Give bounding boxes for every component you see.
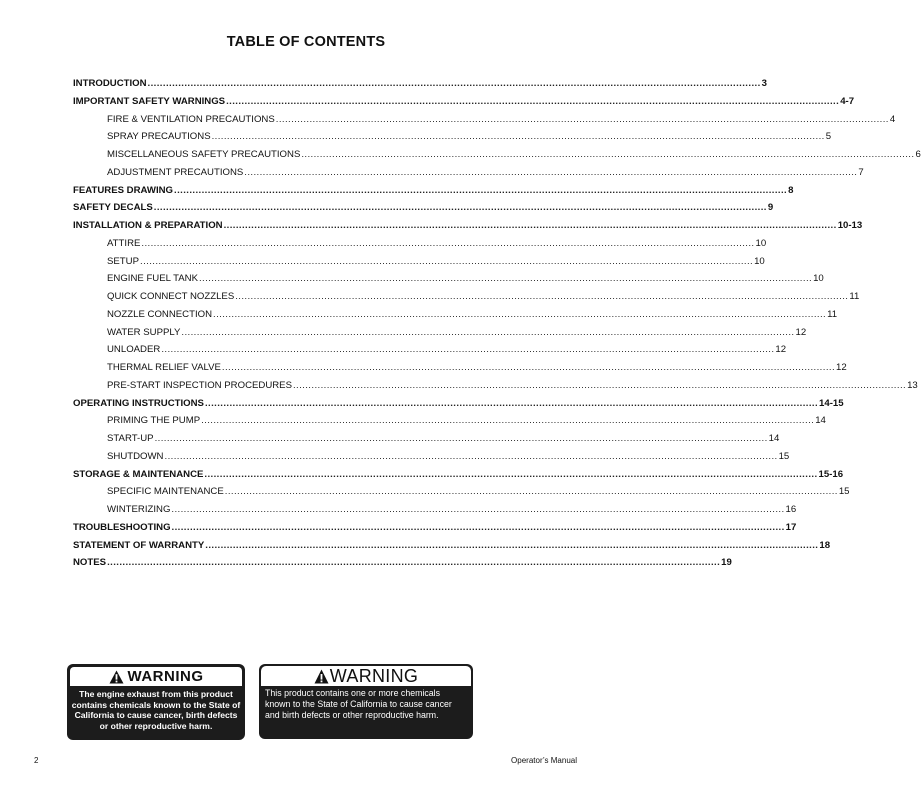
- toc-entry: [73, 255, 765, 274]
- toc-dot-leader: ........................................................................................................................................................................................................: [171, 521, 785, 533]
- toc-entry: [73, 184, 794, 203]
- toc-entry: [73, 379, 918, 398]
- toc-dot-leader: ........................................................................................................................................................................................................: [275, 113, 889, 125]
- toc-entry: [73, 308, 838, 327]
- manual-name: Operator’s Manual: [511, 756, 577, 765]
- toc-entry-title: PRIMING THE PUMP: [107, 415, 201, 427]
- toc-dot-leader: ........................................................................................................................................................................................................: [235, 291, 849, 302]
- toc-dot-leader: ........................................................................................................................................................................................................: [205, 539, 819, 551]
- toc-entry-page: 14: [815, 415, 826, 427]
- toc-entry-page: 14: [768, 433, 780, 444]
- toc-entry: [73, 326, 807, 345]
- toc-entry-page: 10: [754, 255, 765, 267]
- toc-entry-page: 4: [889, 113, 896, 125]
- toc-entry: [73, 237, 767, 256]
- toc-dot-leader: ........................................................................................................................................................................................................: [301, 149, 915, 160]
- toc-entry: [73, 504, 797, 522]
- toc-entry-title: START-UP: [107, 433, 154, 444]
- toc-entry-title: INSTALLATION & PREPARATION: [73, 220, 223, 231]
- toc-entry-title: NOZZLE CONNECTION: [107, 308, 213, 320]
- toc-entry-title: THERMAL RELIEF VALVE: [107, 362, 221, 373]
- toc-entry-title: STORAGE & MAINTENANCE: [73, 468, 204, 480]
- toc-dot-leader: ........................................................................................................................................................................................................: [141, 237, 755, 249]
- toc-entry: [73, 539, 831, 558]
- toc-entry-title: SPRAY PRECAUTIONS: [107, 131, 211, 143]
- toc-entry-page: 18: [819, 539, 831, 551]
- toc-entry-page: 10-13: [837, 220, 863, 231]
- toc-dot-leader: ........................................................................................................................................................................................................: [198, 273, 813, 285]
- toc-entry-title: STATEMENT OF WARRANTY: [73, 539, 205, 551]
- toc-entry-page: 12: [795, 326, 807, 338]
- toc-entry: [73, 78, 767, 96]
- warning-text: This product contains one or more chemicals known to the State of California to cause cancer and birth defects or other reproductive harm.: [265, 688, 452, 721]
- toc-entry: [73, 468, 844, 487]
- toc-entry: [73, 433, 780, 451]
- warning-heading: WARNING: [127, 668, 204, 685]
- toc-dot-leader: ........................................................................................................................................................................................................: [154, 433, 768, 444]
- toc-entry-title: SPECIFIC MAINTENANCE: [107, 486, 224, 498]
- toc-dot-leader: ........................................................................................................................................................................................................: [140, 255, 754, 267]
- toc-entry-page: 3: [761, 78, 767, 89]
- toc-entry-page: 13: [907, 379, 918, 391]
- toc-entry-page: 8: [788, 184, 794, 196]
- toc-entry: [73, 149, 921, 167]
- toc-dot-leader: ........................................................................................................................................................................................................: [224, 486, 838, 498]
- toc-dot-leader: ........................................................................................................................................................................................................: [201, 415, 815, 427]
- warning-heading: WARNING: [329, 665, 419, 686]
- toc-entry-page: 10: [755, 237, 767, 249]
- toc-entry-page: 4-7: [840, 95, 855, 107]
- warning-header: [261, 666, 471, 686]
- toc-dot-leader: ........................................................................................................................................................................................................: [221, 362, 836, 373]
- toc-entry-title: FEATURES DRAWING: [73, 184, 174, 196]
- toc-entry: [73, 113, 896, 132]
- toc-entry-page: 11: [849, 291, 860, 302]
- chemical-warning-label: [259, 664, 473, 739]
- toc-entry-page: 10: [813, 273, 824, 285]
- toc-entry-page: 9: [767, 202, 774, 214]
- toc-entry-title: NOTES: [73, 557, 107, 569]
- toc-entry: [73, 273, 824, 291]
- toc-dot-leader: ........................................................................................................................................................................................................: [204, 468, 818, 480]
- toc-entry-page: 15-16: [818, 468, 844, 480]
- toc-entry-page: 5: [825, 131, 832, 143]
- toc-entry-title: MISCELLANEOUS SAFETY PRECAUTIONS: [107, 149, 301, 160]
- toc-entry: [73, 486, 850, 504]
- toc-entry-title: OPERATING INSTRUCTIONS: [73, 397, 204, 409]
- toc-dot-leader: ........................................................................................................................................................................................................: [204, 397, 819, 409]
- toc-entry: [73, 397, 844, 416]
- toc-entry-title: INTRODUCTION: [73, 78, 147, 89]
- toc-entry-title: QUICK CONNECT NOZZLES: [107, 291, 235, 302]
- toc-entry-title: ENGINE FUEL TANK: [107, 273, 198, 285]
- toc-dot-leader: ........................................................................................................................................................................................................: [171, 504, 785, 515]
- toc-entry-title: WINTERIZING: [107, 504, 171, 515]
- toc-entry: [73, 521, 797, 540]
- toc-entry: [73, 131, 832, 149]
- toc-entry-page: 6: [915, 149, 921, 160]
- toc-entry: [73, 291, 860, 309]
- toc-entry-title: ADJUSTMENT PRECAUTIONS: [107, 166, 244, 178]
- warning-triangle-icon: [314, 669, 329, 684]
- toc-dot-leader: ........................................................................................................................................................................................................: [174, 184, 788, 196]
- toc-dot-leader: ........................................................................................................................................................................................................: [244, 166, 858, 178]
- page-number: 2: [34, 756, 39, 765]
- toc-entry-title: ATTIRE: [107, 237, 141, 249]
- toc-entry-title: IMPORTANT SAFETY WARNINGS: [73, 95, 226, 107]
- table-of-contents: [73, 78, 921, 575]
- toc-entry-page: 12: [775, 344, 787, 356]
- toc-dot-leader: ........................................................................................................................................................................................................: [292, 379, 907, 391]
- warning-text: The engine exhaust from this product contains chemicals known to the State of California to cause cancer, birth defects or other reproductive harm.: [71, 689, 241, 731]
- toc-entry-page: 7: [858, 166, 864, 178]
- toc-entry-title: SHUTDOWN: [107, 450, 164, 462]
- toc-entry-page: 17: [785, 521, 797, 533]
- toc-dot-leader: ........................................................................................................................................................................................................: [153, 202, 767, 214]
- toc-entry-page: 15: [838, 486, 850, 498]
- toc-dot-leader: ........................................................................................................................................................................................................: [147, 78, 761, 89]
- toc-entry: [73, 362, 847, 380]
- warning-triangle-icon: [109, 670, 124, 684]
- toc-entry-title: WATER SUPPLY: [107, 326, 181, 338]
- toc-entry-title: SETUP: [107, 255, 139, 267]
- toc-entry: [73, 415, 826, 433]
- toc-entry-title: SAFETY DECALS: [73, 202, 153, 214]
- toc-entry-page: 16: [785, 504, 797, 515]
- toc-entry: [73, 450, 790, 469]
- toc-entry: [73, 95, 855, 114]
- toc-entry: [73, 166, 864, 185]
- toc-dot-leader: ........................................................................................................................................................................................................: [226, 95, 840, 107]
- toc-entry: [73, 344, 787, 362]
- engine-exhaust-warning-label: [67, 664, 245, 740]
- toc-dot-leader: ........................................................................................................................................................................................................: [211, 131, 825, 143]
- toc-entry-title: FIRE & VENTILATION PRECAUTIONS: [107, 113, 275, 125]
- toc-entry-page: 14-15: [819, 397, 844, 409]
- toc-dot-leader: ........................................................................................................................................................................................................: [107, 557, 721, 569]
- toc-entry: [73, 220, 863, 238]
- toc-dot-leader: ........................................................................................................................................................................................................: [213, 308, 827, 320]
- toc-entry: [73, 202, 774, 220]
- toc-entry-title: TROUBLESHOOTING: [73, 521, 171, 533]
- warning-header: [70, 667, 242, 686]
- toc-entry-page: 15: [778, 450, 790, 462]
- toc-entry-title: PRE-START INSPECTION PROCEDURES: [107, 379, 292, 391]
- toc-entry-page: 12: [836, 362, 847, 373]
- toc-entry-page: 19: [721, 557, 732, 569]
- toc-dot-leader: ........................................................................................................................................................................................................: [181, 326, 795, 338]
- toc-entry-page: 11: [827, 308, 838, 320]
- toc-dot-leader: ........................................................................................................................................................................................................: [223, 220, 837, 231]
- toc-dot-leader: ........................................................................................................................................................................................................: [164, 450, 778, 462]
- page-title: TABLE OF CONTENTS: [226, 34, 386, 50]
- toc-dot-leader: ........................................................................................................................................................................................................: [161, 344, 775, 356]
- toc-entry: [73, 557, 732, 575]
- toc-entry-title: UNLOADER: [107, 344, 161, 356]
